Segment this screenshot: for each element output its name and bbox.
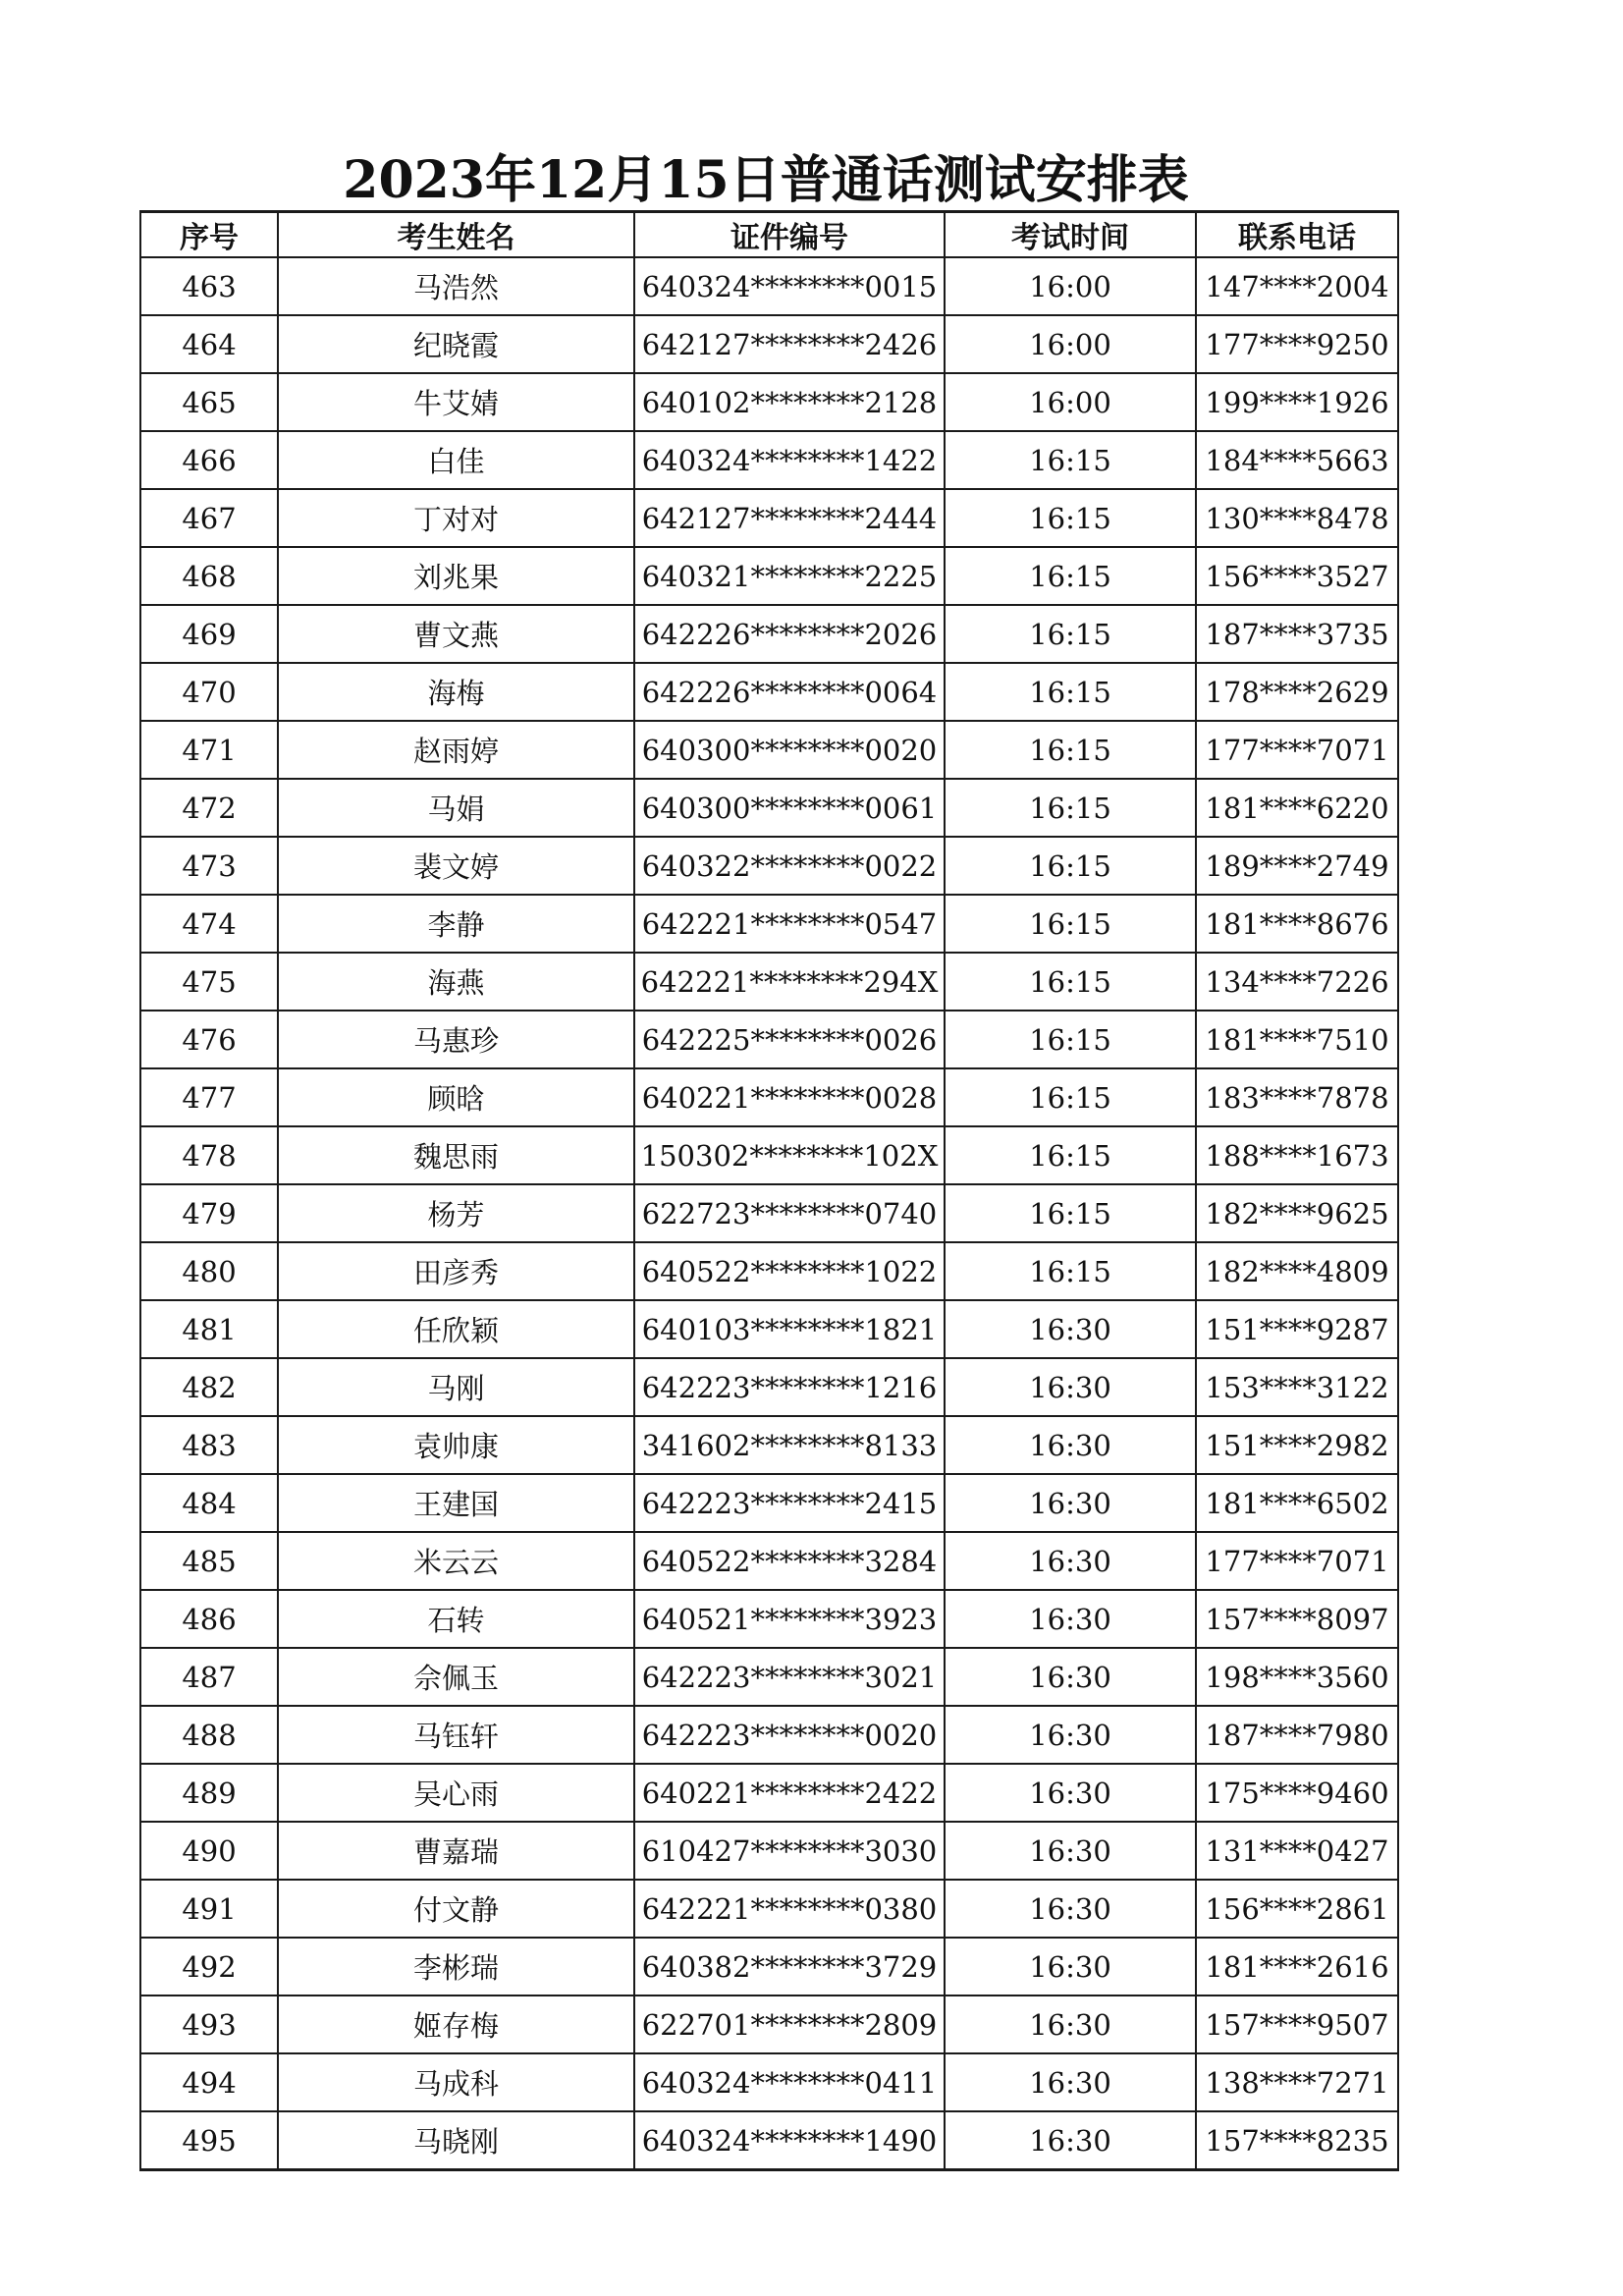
- schedule-table: [139, 210, 1399, 2171]
- cell-seq: 493: [140, 1995, 278, 2053]
- cell-exam-time: 16:00: [945, 257, 1196, 315]
- cell-seq: 484: [140, 1474, 278, 1532]
- table-row: [140, 547, 1398, 605]
- cell-exam-time: 16:15: [945, 721, 1196, 779]
- cell-exam-time: 16:30: [945, 2111, 1196, 2170]
- cell-phone: 153****3122: [1196, 1358, 1398, 1416]
- cell-id-number: 622701********2809: [634, 1995, 945, 2053]
- cell-exam-time: 16:30: [945, 1416, 1196, 1474]
- cell-seq: 490: [140, 1822, 278, 1880]
- cell-id-number: 150302********102X: [634, 1126, 945, 1184]
- cell-name: 白佳: [278, 431, 634, 489]
- cell-seq: 470: [140, 663, 278, 721]
- cell-exam-time: 16:15: [945, 547, 1196, 605]
- cell-phone: 157****8235: [1196, 2111, 1398, 2170]
- cell-id-number: 642221********0380: [634, 1880, 945, 1938]
- table-row: [140, 721, 1398, 779]
- cell-name: 曹文燕: [278, 605, 634, 663]
- cell-phone: 188****1673: [1196, 1126, 1398, 1184]
- cell-exam-time: 16:15: [945, 1011, 1196, 1068]
- cell-exam-time: 16:30: [945, 1706, 1196, 1764]
- cell-exam-time: 16:15: [945, 1242, 1196, 1300]
- cell-phone: 182****9625: [1196, 1184, 1398, 1242]
- cell-seq: 473: [140, 837, 278, 895]
- cell-seq: 486: [140, 1590, 278, 1648]
- cell-exam-time: 16:00: [945, 315, 1196, 373]
- cell-seq: 495: [140, 2111, 278, 2170]
- cell-phone: 151****9287: [1196, 1300, 1398, 1358]
- cell-exam-time: 16:30: [945, 1764, 1196, 1822]
- header-phone: 联系电话: [1196, 212, 1398, 258]
- cell-exam-time: 16:30: [945, 1880, 1196, 1938]
- cell-seq: 481: [140, 1300, 278, 1358]
- cell-phone: 156****3527: [1196, 547, 1398, 605]
- cell-id-number: 642226********0064: [634, 663, 945, 721]
- cell-seq: 468: [140, 547, 278, 605]
- cell-id-number: 640221********0028: [634, 1068, 945, 1126]
- cell-phone: 181****6502: [1196, 1474, 1398, 1532]
- cell-phone: 184****5663: [1196, 431, 1398, 489]
- cell-phone: 181****6220: [1196, 779, 1398, 837]
- table-row: [140, 1358, 1398, 1416]
- table-row: [140, 1416, 1398, 1474]
- cell-phone: 182****4809: [1196, 1242, 1398, 1300]
- cell-id-number: 640324********1490: [634, 2111, 945, 2170]
- cell-exam-time: 16:15: [945, 1068, 1196, 1126]
- cell-name: 海梅: [278, 663, 634, 721]
- cell-seq: 485: [140, 1532, 278, 1590]
- cell-phone: 181****7510: [1196, 1011, 1398, 1068]
- cell-name: 李静: [278, 895, 634, 953]
- cell-id-number: 640300********0020: [634, 721, 945, 779]
- cell-seq: 471: [140, 721, 278, 779]
- cell-seq: 469: [140, 605, 278, 663]
- table-row: [140, 2053, 1398, 2111]
- table-row: [140, 1822, 1398, 1880]
- cell-seq: 483: [140, 1416, 278, 1474]
- cell-id-number: 640522********1022: [634, 1242, 945, 1300]
- cell-id-number: 642223********1216: [634, 1358, 945, 1416]
- cell-id-number: 341602********8133: [634, 1416, 945, 1474]
- cell-phone: 134****7226: [1196, 953, 1398, 1011]
- cell-phone: 199****1926: [1196, 373, 1398, 431]
- cell-seq: 464: [140, 315, 278, 373]
- cell-id-number: 640103********1821: [634, 1300, 945, 1358]
- cell-id-number: 642225********0026: [634, 1011, 945, 1068]
- cell-exam-time: 16:15: [945, 953, 1196, 1011]
- cell-phone: 177****9250: [1196, 315, 1398, 373]
- cell-id-number: 622723********0740: [634, 1184, 945, 1242]
- table-row: [140, 1242, 1398, 1300]
- table-row: [140, 1764, 1398, 1822]
- cell-id-number: 640324********0411: [634, 2053, 945, 2111]
- cell-seq: 472: [140, 779, 278, 837]
- cell-id-number: 640522********3284: [634, 1532, 945, 1590]
- cell-id-number: 610427********3030: [634, 1822, 945, 1880]
- cell-exam-time: 16:30: [945, 1590, 1196, 1648]
- cell-phone: 187****7980: [1196, 1706, 1398, 1764]
- cell-exam-time: 16:30: [945, 1648, 1196, 1706]
- cell-phone: 147****2004: [1196, 257, 1398, 315]
- cell-exam-time: 16:30: [945, 1822, 1196, 1880]
- cell-id-number: 640102********2128: [634, 373, 945, 431]
- table-row: [140, 1011, 1398, 1068]
- cell-exam-time: 16:30: [945, 1300, 1196, 1358]
- header-id-number: 证件编号: [634, 212, 945, 258]
- cell-phone: 187****3735: [1196, 605, 1398, 663]
- table-row: [140, 431, 1398, 489]
- table-row: [140, 1474, 1398, 1532]
- cell-name: 马娟: [278, 779, 634, 837]
- cell-name: 裴文婷: [278, 837, 634, 895]
- cell-id-number: 642127********2444: [634, 489, 945, 547]
- table-row: [140, 1532, 1398, 1590]
- cell-id-number: 642223********0020: [634, 1706, 945, 1764]
- table-row: [140, 1648, 1398, 1706]
- cell-id-number: 640322********0022: [634, 837, 945, 895]
- cell-seq: 480: [140, 1242, 278, 1300]
- cell-exam-time: 16:30: [945, 2053, 1196, 2111]
- cell-id-number: 640521********3923: [634, 1590, 945, 1648]
- table-row: [140, 605, 1398, 663]
- cell-seq: 488: [140, 1706, 278, 1764]
- cell-id-number: 640324********0015: [634, 257, 945, 315]
- cell-name: 王建国: [278, 1474, 634, 1532]
- cell-exam-time: 16:15: [945, 895, 1196, 953]
- cell-id-number: 640221********2422: [634, 1764, 945, 1822]
- table-row: [140, 1938, 1398, 1995]
- cell-name: 马刚: [278, 1358, 634, 1416]
- cell-id-number: 642226********2026: [634, 605, 945, 663]
- header-name: 考生姓名: [278, 212, 634, 258]
- cell-name: 纪晓霞: [278, 315, 634, 373]
- cell-exam-time: 16:30: [945, 1474, 1196, 1532]
- table-row: [140, 1880, 1398, 1938]
- table-row: [140, 1995, 1398, 2053]
- cell-seq: 478: [140, 1126, 278, 1184]
- table-row: [140, 1300, 1398, 1358]
- cell-seq: 465: [140, 373, 278, 431]
- cell-seq: 489: [140, 1764, 278, 1822]
- table-row: [140, 489, 1398, 547]
- cell-exam-time: 16:15: [945, 1126, 1196, 1184]
- cell-exam-time: 16:15: [945, 663, 1196, 721]
- cell-phone: 189****2749: [1196, 837, 1398, 895]
- cell-exam-time: 16:15: [945, 837, 1196, 895]
- cell-name: 付文静: [278, 1880, 634, 1938]
- table-row: [140, 1706, 1398, 1764]
- table-row: [140, 1126, 1398, 1184]
- cell-name: 李彬瑞: [278, 1938, 634, 1995]
- header-exam-time: 考试时间: [945, 212, 1196, 258]
- cell-exam-time: 16:30: [945, 1358, 1196, 1416]
- cell-id-number: 642221********0547: [634, 895, 945, 953]
- cell-name: 马成科: [278, 2053, 634, 2111]
- table-row: [140, 895, 1398, 953]
- cell-name: 海燕: [278, 953, 634, 1011]
- cell-phone: 157****8097: [1196, 1590, 1398, 1648]
- cell-name: 袁帅康: [278, 1416, 634, 1474]
- cell-phone: 131****0427: [1196, 1822, 1398, 1880]
- cell-phone: 157****9507: [1196, 1995, 1398, 2053]
- cell-seq: 477: [140, 1068, 278, 1126]
- cell-id-number: 642127********2426: [634, 315, 945, 373]
- cell-seq: 479: [140, 1184, 278, 1242]
- cell-name: 石转: [278, 1590, 634, 1648]
- table-row: [140, 315, 1398, 373]
- table-row: [140, 1590, 1398, 1648]
- cell-exam-time: 16:30: [945, 1938, 1196, 1995]
- cell-id-number: 640382********3729: [634, 1938, 945, 1995]
- cell-name: 田彦秀: [278, 1242, 634, 1300]
- cell-exam-time: 16:30: [945, 1532, 1196, 1590]
- cell-name: 曹嘉瑞: [278, 1822, 634, 1880]
- table-row: [140, 779, 1398, 837]
- cell-seq: 482: [140, 1358, 278, 1416]
- cell-seq: 475: [140, 953, 278, 1011]
- cell-seq: 494: [140, 2053, 278, 2111]
- page-title: 2023年12月15日普通话测试安排表: [343, 150, 1189, 210]
- cell-phone: 183****7878: [1196, 1068, 1398, 1126]
- cell-phone: 177****7071: [1196, 721, 1398, 779]
- cell-phone: 181****2616: [1196, 1938, 1398, 1995]
- cell-exam-time: 16:30: [945, 1995, 1196, 2053]
- cell-id-number: 640324********1422: [634, 431, 945, 489]
- cell-seq: 476: [140, 1011, 278, 1068]
- cell-phone: 130****8478: [1196, 489, 1398, 547]
- cell-seq: 474: [140, 895, 278, 953]
- cell-exam-time: 16:15: [945, 779, 1196, 837]
- cell-phone: 151****2982: [1196, 1416, 1398, 1474]
- cell-name: 杨芳: [278, 1184, 634, 1242]
- table-row: [140, 2111, 1398, 2170]
- table-header-row: [140, 212, 1398, 258]
- cell-exam-time: 16:15: [945, 489, 1196, 547]
- cell-name: 吴心雨: [278, 1764, 634, 1822]
- cell-name: 马晓刚: [278, 2111, 634, 2170]
- cell-phone: 138****7271: [1196, 2053, 1398, 2111]
- cell-id-number: 642221********294X: [634, 953, 945, 1011]
- table-row: [140, 373, 1398, 431]
- cell-exam-time: 16:15: [945, 605, 1196, 663]
- table-row: [140, 663, 1398, 721]
- cell-name: 任欣颖: [278, 1300, 634, 1358]
- cell-seq: 463: [140, 257, 278, 315]
- cell-name: 魏思雨: [278, 1126, 634, 1184]
- cell-id-number: 640300********0061: [634, 779, 945, 837]
- cell-seq: 466: [140, 431, 278, 489]
- cell-name: 米云云: [278, 1532, 634, 1590]
- cell-phone: 198****3560: [1196, 1648, 1398, 1706]
- cell-name: 丁对对: [278, 489, 634, 547]
- cell-name: 马惠珍: [278, 1011, 634, 1068]
- cell-seq: 487: [140, 1648, 278, 1706]
- cell-exam-time: 16:15: [945, 1184, 1196, 1242]
- cell-phone: 177****7071: [1196, 1532, 1398, 1590]
- cell-name: 佘佩玉: [278, 1648, 634, 1706]
- table-row: [140, 257, 1398, 315]
- cell-seq: 491: [140, 1880, 278, 1938]
- table-row: [140, 1068, 1398, 1126]
- header-seq: 序号: [140, 212, 278, 258]
- cell-name: 赵雨婷: [278, 721, 634, 779]
- table-row: [140, 837, 1398, 895]
- cell-id-number: 642223********2415: [634, 1474, 945, 1532]
- table-row: [140, 1184, 1398, 1242]
- cell-name: 刘兆果: [278, 547, 634, 605]
- cell-phone: 156****2861: [1196, 1880, 1398, 1938]
- cell-phone: 181****8676: [1196, 895, 1398, 953]
- cell-exam-time: 16:00: [945, 373, 1196, 431]
- cell-name: 姬存梅: [278, 1995, 634, 2053]
- cell-name: 马浩然: [278, 257, 634, 315]
- cell-phone: 178****2629: [1196, 663, 1398, 721]
- cell-id-number: 640321********2225: [634, 547, 945, 605]
- cell-name: 马钰轩: [278, 1706, 634, 1764]
- cell-name: 顾晗: [278, 1068, 634, 1126]
- cell-name: 牛艾婧: [278, 373, 634, 431]
- table-body: [140, 257, 1398, 2170]
- cell-seq: 467: [140, 489, 278, 547]
- cell-phone: 175****9460: [1196, 1764, 1398, 1822]
- cell-exam-time: 16:15: [945, 431, 1196, 489]
- table-row: [140, 953, 1398, 1011]
- cell-id-number: 642223********3021: [634, 1648, 945, 1706]
- cell-seq: 492: [140, 1938, 278, 1995]
